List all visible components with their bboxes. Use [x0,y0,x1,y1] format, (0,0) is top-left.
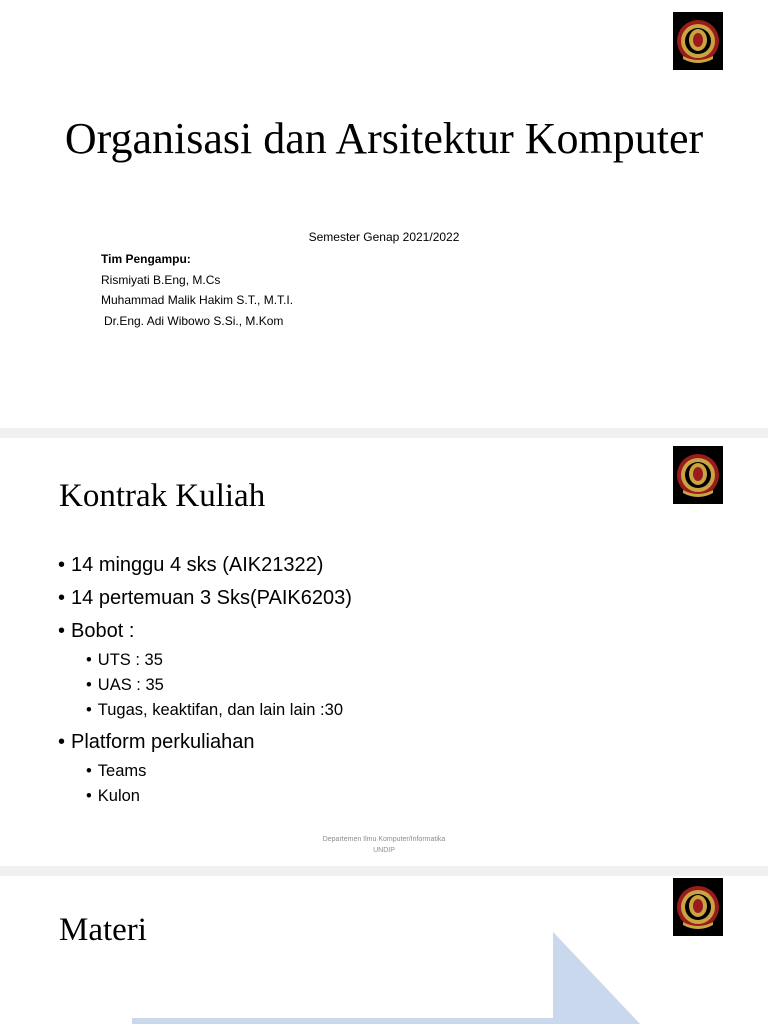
university-seal-icon [673,878,723,936]
presentation-title: Organisasi dan Arsitektur Komputer [64,114,704,163]
teaching-team [101,249,293,331]
team-member: Muhammad Malik Hakim S.T., M.T.I. [101,293,294,307]
semester-label: Semester Genap 2021/2022 [308,230,460,244]
bullet-item: • 14 pertemuan 3 Sks(PAIK6203) [58,582,352,615]
bullet-item: • Bobot : [58,615,352,648]
contract-slide [0,438,768,866]
team-member: Rismiyati B.Eng, M.Cs [101,272,221,287]
slide-title: Materi [59,912,147,948]
university-seal-icon [673,12,723,70]
sub-bullet-item: • Kulon [58,784,352,809]
title-slide [0,0,768,428]
slide-footer [0,834,768,856]
slide-divider [0,866,768,876]
bullet-item: • Platform perkuliahan [58,726,352,759]
team-member: Dr.Eng. Adi Wibowo S.Si., M.Kom [104,313,284,328]
footer-university: UNDIP [373,847,395,854]
university-seal-icon [673,446,723,504]
sub-bullet-item: • UTS : 35 [58,648,352,673]
materials-slide [0,876,768,1024]
bullet-item: • 14 minggu 4 sks (AIK21322) [58,549,352,582]
sub-bullet-item: • UAS : 35 [58,673,352,698]
slide-title: Kontrak Kuliah [59,478,266,514]
sub-bullet-item: • Tugas, keaktifan, dan lain lain :30 [58,698,352,723]
bullet-list [58,549,352,809]
sub-bullet-item: • Teams [58,759,352,784]
slide-divider [0,428,768,438]
team-heading: Tim Pengampu: [101,252,191,266]
diagram-arrow-shape [0,876,768,1024]
footer-department: Departemen Ilmu Komputer/Informatika [322,836,446,843]
